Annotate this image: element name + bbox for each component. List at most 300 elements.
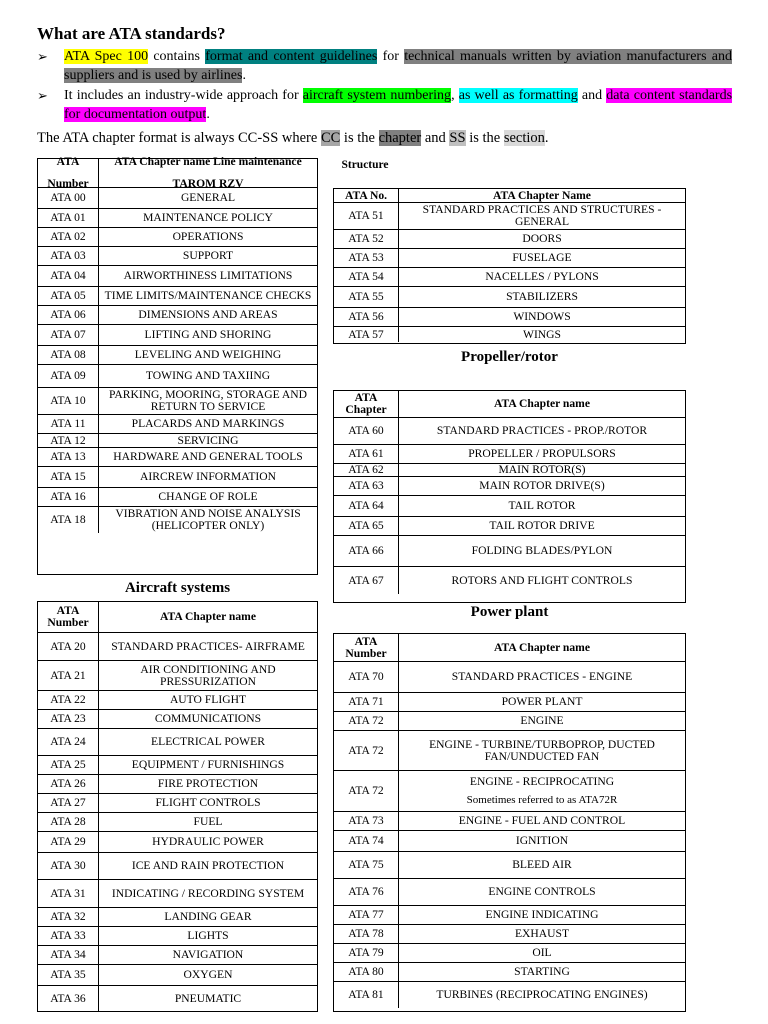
table-row bbox=[334, 730, 685, 770]
chapter-name-cell bbox=[399, 831, 685, 851]
text-segment: is the bbox=[465, 130, 504, 146]
table-row bbox=[38, 793, 317, 812]
ata-number-cell: ATA 24 bbox=[38, 729, 99, 755]
chapter-name-cell bbox=[399, 662, 685, 692]
ata-number-cell: ATA 80 bbox=[334, 963, 399, 981]
chapter-name-text: SERVICING bbox=[177, 433, 239, 447]
chapter-name-cell bbox=[99, 188, 317, 208]
table-header-row bbox=[334, 189, 685, 202]
table-row bbox=[38, 208, 317, 227]
table-row bbox=[38, 305, 317, 324]
chapter-name-text: ENGINE - FUEL AND CONTROL bbox=[458, 814, 626, 827]
text-segment: . bbox=[242, 68, 246, 83]
chapter-name-cell bbox=[399, 517, 685, 535]
chapter-name-text: PNEUMATIC bbox=[174, 992, 242, 1005]
ata-number-cell: ATA 74 bbox=[334, 831, 399, 851]
header-cell-number: ATA Chapter bbox=[334, 391, 399, 417]
ata-number-cell: ATA 03 bbox=[38, 247, 99, 265]
chapter-name-cell bbox=[99, 756, 317, 774]
table-row bbox=[334, 692, 685, 711]
chapter-name-cell bbox=[99, 946, 317, 964]
text-segment: The ATA chapter format is always CC-SS where bbox=[37, 130, 321, 146]
table-row bbox=[334, 661, 685, 692]
chapter-name-text: WINGS bbox=[523, 327, 561, 341]
chapter-name-text: IGNITION bbox=[515, 834, 569, 847]
chapter-name-cell bbox=[399, 327, 685, 342]
chapter-name-text: FOLDING BLADES/PYLON bbox=[471, 544, 613, 557]
chapter-name-cell bbox=[399, 812, 685, 830]
chapter-name-text: FLIGHT CONTROLS bbox=[155, 796, 261, 809]
section-title-structure: Structure bbox=[341, 159, 389, 171]
ata-number-cell: ATA 30 bbox=[38, 853, 99, 879]
table-row bbox=[38, 447, 317, 466]
ata-number-cell: ATA 77 bbox=[334, 906, 399, 924]
text-segment: is the bbox=[340, 130, 379, 146]
table-row bbox=[38, 660, 317, 690]
text-segment: , bbox=[451, 88, 459, 103]
table-row bbox=[38, 387, 317, 414]
table-row bbox=[334, 711, 685, 730]
table-row bbox=[38, 852, 317, 879]
table-row bbox=[38, 831, 317, 852]
ata-number-cell: ATA 22 bbox=[38, 691, 99, 709]
chapter-name-cell bbox=[99, 388, 317, 414]
ata-number-cell: ATA 15 bbox=[38, 467, 99, 487]
ata-number-cell: ATA 65 bbox=[334, 517, 399, 535]
chapter-name-text: DIMENSIONS AND AREAS bbox=[138, 308, 278, 321]
table-row bbox=[38, 945, 317, 964]
table-row bbox=[334, 770, 685, 811]
table-row bbox=[334, 830, 685, 851]
table-row bbox=[334, 943, 685, 962]
chapter-name-cell bbox=[399, 249, 685, 267]
chapter-name-cell bbox=[99, 633, 317, 660]
header-cell-number: ATA Number bbox=[38, 159, 99, 187]
chapter-name-cell bbox=[399, 731, 685, 770]
chapter-name-cell bbox=[399, 536, 685, 566]
ata-number-cell: ATA 01 bbox=[38, 209, 99, 227]
chapter-name-text: FIRE PROTECTION bbox=[157, 777, 259, 790]
header-cell-name: ATA Chapter name bbox=[494, 640, 590, 654]
ata-number-cell: ATA 34 bbox=[38, 946, 99, 964]
chapter-name-cell bbox=[99, 813, 317, 831]
table-structure bbox=[333, 188, 686, 344]
chapter-name-cell bbox=[399, 477, 685, 495]
text-segment: and bbox=[421, 130, 450, 146]
highlighted-text: technical manuals written by aviation manufacturers and suppliers and is used by airlines bbox=[64, 49, 732, 83]
table-row bbox=[38, 487, 317, 506]
highlighted-text: chapter bbox=[378, 130, 422, 146]
chapter-name-text: NAVIGATION bbox=[172, 948, 244, 961]
ata-number-cell: ATA 63 bbox=[334, 477, 399, 495]
text-segment: . bbox=[544, 130, 549, 146]
ata-number-cell: ATA 08 bbox=[38, 346, 99, 364]
ata-number-cell: ATA 05 bbox=[38, 287, 99, 305]
table-row bbox=[334, 905, 685, 924]
table-row bbox=[38, 709, 317, 728]
text-segment: and bbox=[577, 88, 607, 103]
bullet-item bbox=[37, 86, 732, 124]
table-row bbox=[38, 755, 317, 774]
header-cell-number: ATA Number bbox=[38, 602, 99, 632]
ata-number-cell: ATA 76 bbox=[334, 879, 399, 905]
highlighted-text: format and content guidelines bbox=[205, 49, 378, 64]
ata-number-cell: ATA 32 bbox=[38, 908, 99, 926]
chapter-name-cell bbox=[99, 228, 317, 246]
ata-number-cell: ATA 28 bbox=[38, 813, 99, 831]
ata-number-cell: ATA 62 bbox=[334, 464, 399, 476]
chapter-name-text: ENGINE - RECIPROCATING bbox=[469, 775, 615, 788]
chapter-name-cell bbox=[99, 775, 317, 793]
chapter-name-text: FUSELAGE bbox=[512, 251, 572, 264]
chapter-name-text: AIRCREW INFORMATION bbox=[139, 470, 277, 483]
ata-number-cell: ATA 33 bbox=[38, 927, 99, 945]
ata-number-cell: ATA 00 bbox=[38, 188, 99, 208]
highlighted-text: SS bbox=[449, 130, 466, 146]
chapter-name-text: TOWING AND TAXIING bbox=[145, 369, 271, 382]
chapter-name-text: LIFTING AND SHORING bbox=[144, 328, 272, 341]
chapter-name-text: WINDOWS bbox=[513, 310, 571, 323]
chapter-name-text: POWER PLANT bbox=[501, 695, 583, 708]
chapter-name-cell bbox=[99, 306, 317, 324]
ata-number-cell: ATA 21 bbox=[38, 661, 99, 690]
chapter-name-cell bbox=[99, 287, 317, 305]
ata-number-cell: ATA 36 bbox=[38, 986, 99, 1012]
ata-number-cell: ATA 18 bbox=[38, 507, 99, 533]
ata-number-cell: ATA 66 bbox=[334, 536, 399, 566]
ata-number-cell: ATA 61 bbox=[334, 445, 399, 463]
ata-number-cell: ATA 56 bbox=[334, 308, 399, 326]
chapter-name-cell bbox=[399, 982, 685, 1008]
ata-number-cell: ATA 72 bbox=[334, 771, 399, 811]
table-row bbox=[334, 811, 685, 830]
chapter-name-cell bbox=[399, 879, 685, 905]
bullet-text bbox=[64, 47, 732, 85]
chapter-name-cell bbox=[99, 965, 317, 985]
table-row bbox=[38, 187, 317, 208]
ata-number-cell: ATA 73 bbox=[334, 812, 399, 830]
chapter-name-text: PARKING, MOORING, STORAGE AND RETURN TO SERVICE bbox=[108, 388, 308, 413]
table-row bbox=[334, 476, 685, 495]
table-row bbox=[38, 907, 317, 926]
table-row bbox=[38, 433, 317, 447]
chapter-name-text: NACELLES / PYLONS bbox=[485, 270, 599, 283]
section-title-power-plant: Power plant bbox=[470, 604, 549, 620]
header-cell-name: ATA Chapter name bbox=[160, 610, 256, 623]
ata-number-cell: ATA 20 bbox=[38, 633, 99, 660]
chapter-name-text: ROTORS AND FLIGHT CONTROLS bbox=[451, 573, 633, 587]
chapter-name-cell bbox=[399, 944, 685, 962]
chapter-name-cell bbox=[99, 794, 317, 812]
chapter-name-cell bbox=[99, 247, 317, 265]
chapter-name-text: STANDARD PRACTICES - ENGINE bbox=[451, 670, 633, 683]
table-row bbox=[334, 444, 685, 463]
table-row bbox=[38, 964, 317, 985]
chapter-name-text: INDICATING / RECORDING SYSTEM bbox=[111, 886, 305, 900]
chapter-name-cell bbox=[399, 418, 685, 444]
ata-number-cell: ATA 72 bbox=[334, 712, 399, 730]
intro-paragraph bbox=[37, 130, 549, 147]
chapter-name-text: CHANGE OF ROLE bbox=[158, 490, 258, 503]
chapter-name-cell bbox=[99, 986, 317, 1012]
chapter-name-text: GENERAL bbox=[180, 191, 236, 204]
chapter-name-text: ENGINE INDICATING bbox=[485, 908, 599, 921]
table-header-row bbox=[334, 634, 685, 661]
chapter-name-text: TIME LIMITS/MAINTENANCE CHECKS bbox=[104, 289, 312, 302]
table-row bbox=[334, 516, 685, 535]
chapter-name-cell bbox=[399, 925, 685, 943]
ata-number-cell: ATA 35 bbox=[38, 965, 99, 985]
chapter-name-text: TAIL ROTOR DRIVE bbox=[489, 519, 595, 532]
table-row bbox=[38, 879, 317, 907]
chapter-name-text: AIR CONDITIONING AND PRESSURIZATION bbox=[140, 662, 276, 688]
table-general bbox=[37, 155, 318, 575]
bullet-arrow-icon: ➢ bbox=[37, 49, 48, 64]
chapter-name-text: ENGINE - TURBINE/TURBOPROP, DUCTED FAN/UNDUCTED FAN bbox=[429, 737, 655, 763]
ata-number-cell: ATA 55 bbox=[334, 287, 399, 307]
highlighted-text: data content standards for documentation output bbox=[64, 88, 733, 122]
table-row bbox=[38, 690, 317, 709]
chapter-name-cell bbox=[99, 209, 317, 227]
ata-number-cell: ATA 51 bbox=[334, 203, 399, 229]
ata-number-cell: ATA 09 bbox=[38, 365, 99, 387]
chapter-name-text: OPERATIONS bbox=[172, 230, 244, 243]
table-row bbox=[334, 307, 685, 326]
ata-number-cell: ATA 54 bbox=[334, 268, 399, 286]
chapter-name-cell bbox=[399, 203, 685, 229]
chapter-name-text: AUTO FLIGHT bbox=[169, 693, 247, 706]
chapter-name-text: STANDARD PRACTICES - PROP./ROTOR bbox=[436, 424, 648, 437]
text-segment: contains bbox=[148, 49, 206, 64]
table-row bbox=[334, 417, 685, 444]
ata-number-cell: ATA 06 bbox=[38, 306, 99, 324]
chapter-name-cell bbox=[99, 467, 317, 487]
table-row bbox=[334, 229, 685, 248]
chapter-name-text: DOORS bbox=[522, 232, 562, 245]
chapter-name-text: PROPELLER / PROPULSORS bbox=[468, 447, 616, 460]
chapter-name-cell bbox=[99, 434, 317, 447]
page-title: What are ATA standards? bbox=[37, 24, 226, 43]
ata-number-cell: ATA 57 bbox=[334, 327, 399, 342]
ata-number-cell: ATA 12 bbox=[38, 434, 99, 447]
ata-number-cell: ATA 70 bbox=[334, 662, 399, 692]
table-row bbox=[334, 286, 685, 307]
table-row bbox=[38, 414, 317, 433]
table-power-plant bbox=[333, 633, 686, 1012]
chapter-name-cell bbox=[399, 230, 685, 248]
highlighted-text: ATA Spec 100 bbox=[64, 49, 149, 64]
ata-number-cell: ATA 71 bbox=[334, 693, 399, 711]
table-propeller bbox=[333, 390, 686, 603]
chapter-name-cell bbox=[399, 287, 685, 307]
table-row bbox=[38, 812, 317, 831]
ata-number-cell: ATA 67 bbox=[334, 567, 399, 594]
chapter-name-text: MAIN ROTOR(S) bbox=[498, 463, 586, 476]
chapter-name-cell bbox=[399, 693, 685, 711]
ata-number-cell: ATA 60 bbox=[334, 418, 399, 444]
table-row bbox=[38, 364, 317, 387]
chapter-name-cell bbox=[399, 852, 685, 878]
ata-number-cell: ATA 04 bbox=[38, 266, 99, 286]
chapter-name-cell bbox=[99, 661, 317, 690]
chapter-name-cell bbox=[99, 507, 317, 533]
table-row bbox=[334, 981, 685, 1008]
highlighted-text: as well as formatting bbox=[458, 88, 578, 103]
chapter-name-text: FUEL bbox=[193, 815, 223, 828]
ata-number-cell: ATA 78 bbox=[334, 925, 399, 943]
chapter-name-text: ENGINE bbox=[520, 714, 564, 727]
table-header-row bbox=[38, 602, 317, 632]
chapter-name-text: HARDWARE AND GENERAL TOOLS bbox=[113, 450, 303, 463]
table-aircraft-systems bbox=[37, 601, 318, 1012]
chapter-name-text: STANDARD PRACTICES- AIRFRAME bbox=[111, 639, 305, 653]
ata-number-cell: ATA 23 bbox=[38, 710, 99, 728]
table-row bbox=[38, 774, 317, 793]
section-title-aircraft-systems: Aircraft systems bbox=[124, 580, 231, 596]
chapter-name-cell bbox=[99, 927, 317, 945]
header-cell-name: ATA Chapter Name bbox=[493, 188, 591, 202]
highlighted-text: aircraft system numbering bbox=[302, 88, 452, 103]
chapter-name-cell bbox=[99, 691, 317, 709]
ata-number-cell: ATA 25 bbox=[38, 756, 99, 774]
chapter-name-text: PLACARDS AND MARKINGS bbox=[131, 417, 285, 430]
chapter-name-text: LIGHTS bbox=[187, 929, 229, 942]
chapter-name-text: OIL bbox=[532, 946, 552, 959]
chapter-name-cell bbox=[99, 346, 317, 364]
chapter-name-cell bbox=[399, 445, 685, 463]
table-row bbox=[334, 267, 685, 286]
ata-number-cell: ATA 26 bbox=[38, 775, 99, 793]
table-row bbox=[38, 466, 317, 487]
section-title-propeller: Propeller/rotor bbox=[461, 349, 558, 365]
chapter-name-cell bbox=[99, 415, 317, 433]
chapter-name-text: ENGINE CONTROLS bbox=[488, 885, 596, 898]
bullet-text bbox=[64, 86, 732, 124]
chapter-name-cell bbox=[99, 853, 317, 879]
table-row bbox=[334, 962, 685, 981]
chapter-name-text: TURBINES (RECIPROCATING ENGINES) bbox=[436, 988, 648, 1001]
chapter-name-cell bbox=[399, 906, 685, 924]
table-row bbox=[38, 506, 317, 533]
table-row bbox=[334, 851, 685, 878]
chapter-name-cell bbox=[399, 567, 685, 594]
chapter-name-text: ELECTRICAL POWER bbox=[151, 735, 265, 748]
ata-number-cell: ATA 81 bbox=[334, 982, 399, 1008]
chapter-name-cell bbox=[399, 712, 685, 730]
chapter-note-text: Sometimes referred to as ATA72R bbox=[466, 794, 618, 806]
table-row bbox=[334, 463, 685, 476]
table-row bbox=[38, 985, 317, 1012]
bullet-item bbox=[37, 47, 732, 85]
chapter-name-text: SUPPORT bbox=[182, 249, 234, 262]
chapter-name-cell bbox=[99, 908, 317, 926]
ata-number-cell: ATA 16 bbox=[38, 488, 99, 506]
table-row bbox=[334, 202, 685, 229]
table-row bbox=[334, 248, 685, 267]
header-cell-number: ATA Number bbox=[334, 634, 399, 661]
chapter-name-text: ICE AND RAIN PROTECTION bbox=[131, 859, 285, 872]
chapter-name-cell bbox=[399, 771, 685, 811]
chapter-name-text: MAIN ROTOR DRIVE(S) bbox=[479, 479, 605, 492]
chapter-name-cell bbox=[399, 496, 685, 516]
ata-number-cell: ATA 64 bbox=[334, 496, 399, 516]
chapter-name-text: COMMUNICATIONS bbox=[154, 712, 262, 725]
chapter-name-text: LEVELING AND WEIGHING bbox=[134, 348, 282, 361]
table-row bbox=[334, 924, 685, 943]
text-segment: . bbox=[206, 107, 210, 122]
text-segment: It includes an industry-wide approach for bbox=[64, 88, 303, 103]
highlighted-text: section bbox=[503, 130, 545, 146]
chapter-name-text: HYDRAULIC POWER bbox=[152, 835, 264, 848]
table-row bbox=[38, 246, 317, 265]
chapter-name-cell bbox=[99, 266, 317, 286]
chapter-name-text: BLEED AIR bbox=[512, 858, 572, 871]
ata-number-cell: ATA 31 bbox=[38, 880, 99, 907]
ata-number-cell: ATA 10 bbox=[38, 388, 99, 414]
chapter-name-cell bbox=[399, 464, 685, 476]
chapter-name-cell bbox=[99, 880, 317, 907]
table-row bbox=[38, 345, 317, 364]
chapter-name-text: OXYGEN bbox=[183, 968, 233, 981]
chapter-name-cell bbox=[99, 365, 317, 387]
highlighted-text: CC bbox=[320, 130, 341, 146]
ata-number-cell: ATA 02 bbox=[38, 228, 99, 246]
table-header-row bbox=[334, 391, 685, 417]
ata-number-cell: ATA 79 bbox=[334, 944, 399, 962]
chapter-name-text: EXHAUST bbox=[514, 927, 570, 940]
chapter-name-text: STANDARD PRACTICES AND STRUCTURES - GENERAL bbox=[422, 203, 662, 228]
chapter-name-text: STABILIZERS bbox=[506, 290, 578, 303]
table-header-row bbox=[38, 155, 317, 190]
ata-number-cell: ATA 11 bbox=[38, 415, 99, 433]
chapter-name-text: LANDING GEAR bbox=[164, 910, 252, 923]
chapter-name-cell bbox=[399, 308, 685, 326]
chapter-name-text: EQUIPMENT / FURNISHINGS bbox=[131, 758, 285, 771]
chapter-name-cell bbox=[399, 268, 685, 286]
chapter-name-text: MAINTENANCE POLICY bbox=[143, 211, 273, 224]
ata-number-cell: ATA 72 bbox=[334, 731, 399, 770]
table-row bbox=[38, 324, 317, 345]
ata-number-cell: ATA 75 bbox=[334, 852, 399, 878]
chapter-name-cell bbox=[99, 325, 317, 345]
ata-number-cell: ATA 27 bbox=[38, 794, 99, 812]
table-row bbox=[334, 326, 685, 342]
table-row bbox=[38, 926, 317, 945]
ata-number-cell: ATA 13 bbox=[38, 448, 99, 466]
chapter-name-cell bbox=[399, 963, 685, 981]
ata-number-cell: ATA 52 bbox=[334, 230, 399, 248]
table-row bbox=[38, 286, 317, 305]
table-row bbox=[334, 878, 685, 905]
table-row bbox=[38, 728, 317, 755]
chapter-name-cell bbox=[99, 710, 317, 728]
chapter-name-text: VIBRATION AND NOISE ANALYSIS (HELICOPTER ONLY) bbox=[115, 507, 301, 532]
chapter-name-cell bbox=[99, 729, 317, 755]
chapter-name-text: AIRWORTHINESS LIMITATIONS bbox=[123, 269, 293, 282]
table-row bbox=[334, 495, 685, 516]
header-cell-number: ATA No. bbox=[334, 189, 399, 202]
ata-number-cell: ATA 29 bbox=[38, 832, 99, 852]
table-row bbox=[38, 265, 317, 286]
bullet-arrow-icon: ➢ bbox=[37, 88, 48, 103]
table-row bbox=[334, 535, 685, 566]
header-cell-name: ATA Chapter name bbox=[494, 397, 590, 410]
text-segment: for bbox=[377, 49, 405, 64]
chapter-name-cell bbox=[99, 488, 317, 506]
chapter-name-text: STARTING bbox=[514, 965, 570, 978]
header-cell-name: ATA Chapter name Line maintenance TAROM RZV bbox=[114, 155, 302, 190]
chapter-name-cell bbox=[99, 448, 317, 466]
